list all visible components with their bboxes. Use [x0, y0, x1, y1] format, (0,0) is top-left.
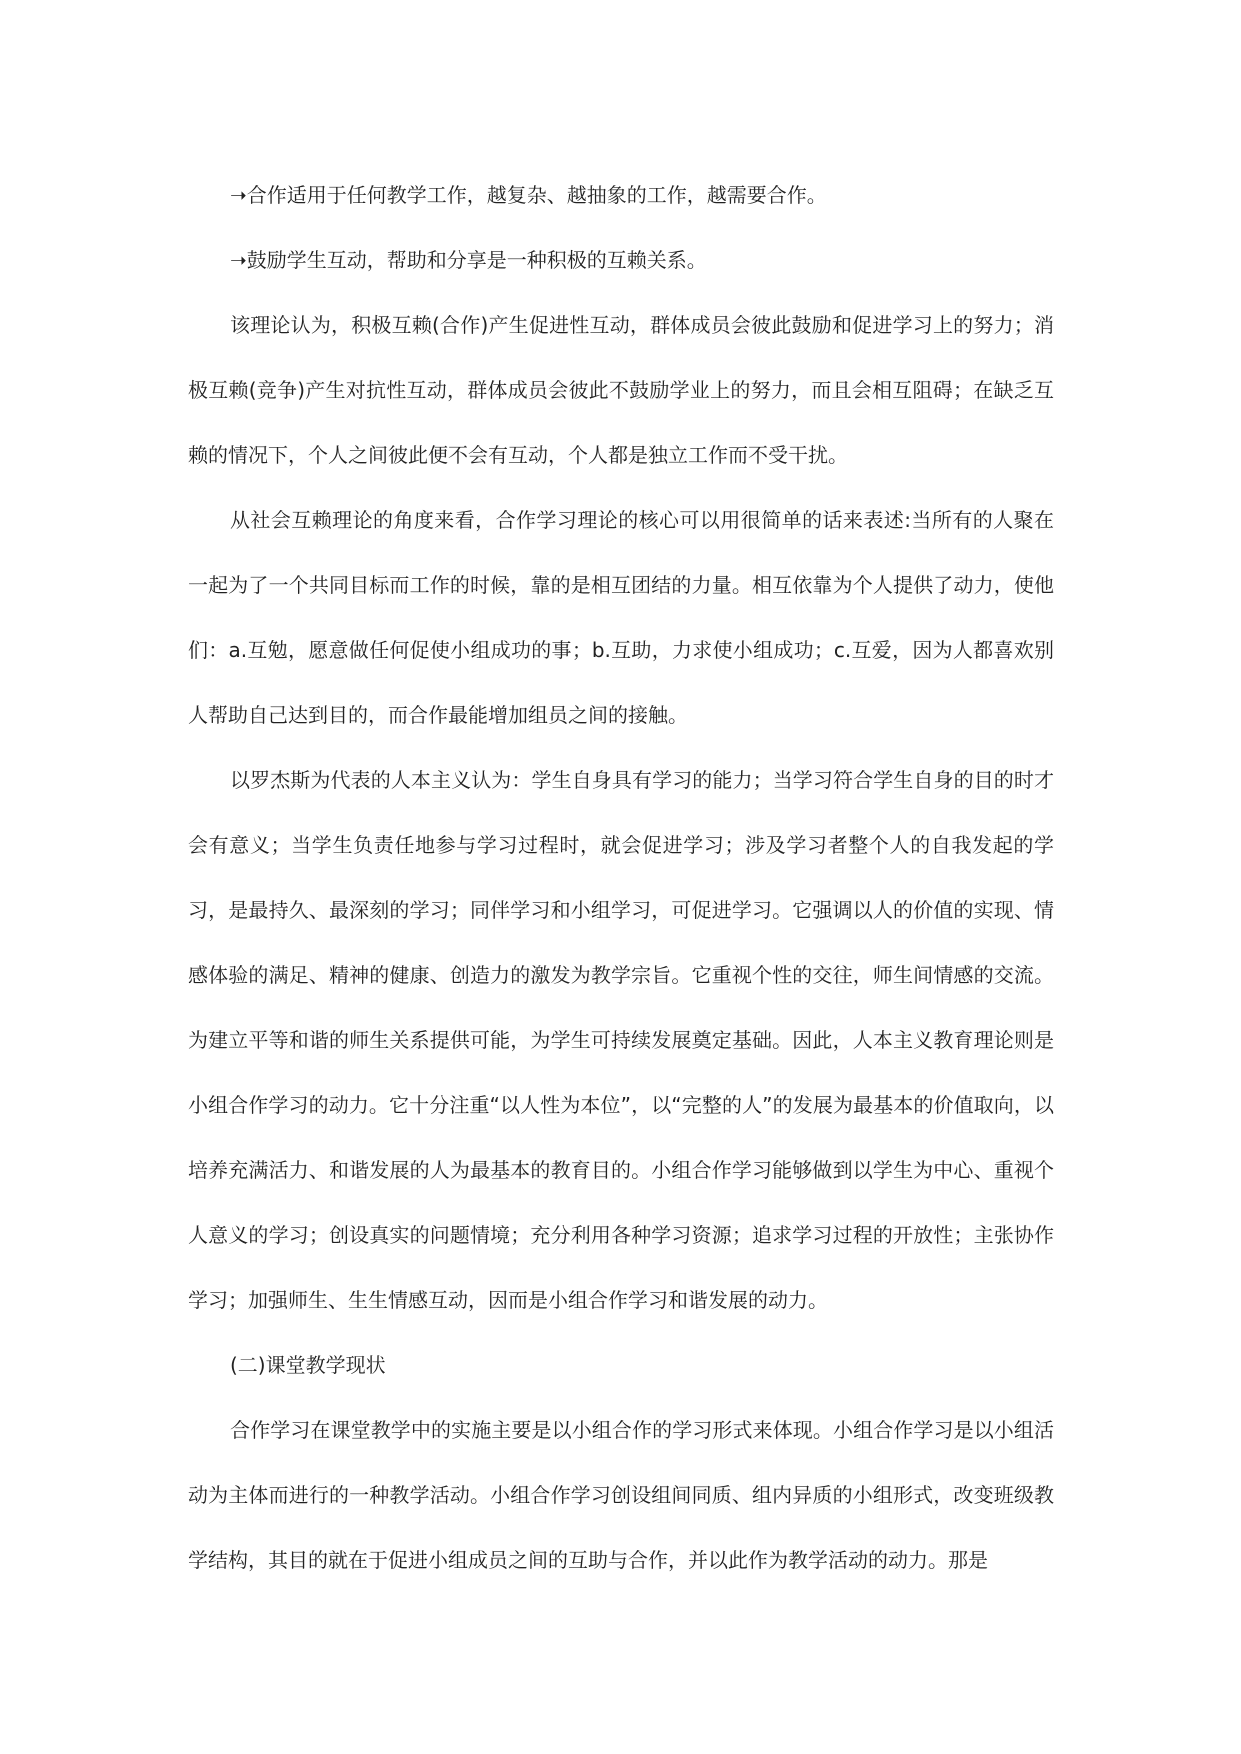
- section-heading-classroom-status: (二)课堂教学现状: [230, 1353, 386, 1377]
- paragraph-interdependence-theory: 该理论认为，积极互赖(合作)产生促进性互动，群体成员会彼此鼓励和促进学习上的努力；消极互赖(竞争)产生对抗性互动，群体成员会彼此不鼓励学业上的努力，而且会相互阻碍；在缺乏互赖的情况下，个人之间彼此便不会有互动，个人都是独立工作而不受干扰。: [188, 313, 1054, 467]
- paragraph-humanism: 以罗杰斯为代表的人本主义认为：学生自身具有学习的能力；当学习符合学生自身的目的时才会有意义；当学生负责任地参与学习过程时，就会促进学习；涉及学习者整个人的自我发起的学习，是最持久、最深刻的学习；同伴学习和小组学习，可促进学习。它强调以人的价值的实现、情感体验的满足、精神的健康、创造力的激发为教学宗旨。它重视个性的交往，师生间情感的交流。为建立平等和谐的师生关系提供可能，为学生可持续发展奠定基础。因此，人本主义教育理论则是小组合作学习的动力。它十分注重“以人性为本位”，以“完整的人”的发展为最基本的价值取向，以培养充满活力、和谐发展的人为最基本的教育目的。小组合作学习能够做到以学生为中心、重视个人意义的学习；创设真实的问题情境；充分利用各种学习资源；追求学习过程的开放性；主张协作学习；加强师生、生生情感互动，因而是小组合作学习和谐发展的动力。: [188, 768, 1054, 1312]
- paragraph-encourage-interaction: ➝鼓励学生互动，帮助和分享是一种积极的互赖关系。: [230, 248, 707, 272]
- paragraph-cooperative-learning-practice: 合作学习在课堂教学中的实施主要是以小组合作的学习形式来体现。小组合作学习是以小组活动为主体而进行的一种教学活动。小组合作学习创设组间同质、组内异质的小组形式，改变班级教学结构，其目的就在于促进小组成员之间的互助与合作，并以此作为教学活动的动力。那是: [188, 1418, 1054, 1572]
- paragraph-social-interdependence: 从社会互赖理论的角度来看，合作学习理论的核心可以用很简单的话来表述:当所有的人聚在一起为了一个共同目标而工作的时候，靠的是相互团结的力量。相互依靠为个人提供了动力，使他们：a.互勉，愿意做任何促使小组成功的事；b.互助，力求使小组成功；c.互爱，因为人都喜欢别人帮助自己达到目的，而合作最能增加组员之间的接触。: [188, 508, 1054, 727]
- document-body: [188, 163, 1054, 1593]
- paragraph-cooperation-applicability: ➝合作适用于任何教学工作，越复杂、越抽象的工作，越需要合作。: [230, 183, 827, 207]
